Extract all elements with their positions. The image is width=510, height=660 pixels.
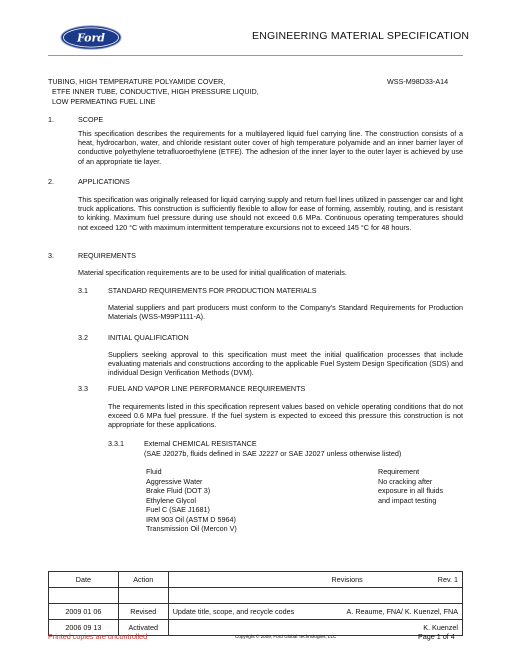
- revision-table-header: [49, 572, 463, 588]
- section-1-text: This specification describes the requirements for a multilayered liquid fuel carrying line. The construction consists of a heat, hydrocarbon, water, and chloride resistant outer cover of high temperature polyamide and an inner barrier layer of conductive polyethylene tetrafluoroethylene (ETFE). The adhesion of the inner layer to the outer layer is achieved by use of an appropriate tie layer.: [78, 129, 463, 166]
- list-item: Ethylene Glycol: [146, 495, 196, 505]
- column-header-action: Action: [118, 572, 168, 588]
- revision-description-cell: [168, 604, 462, 620]
- section-3-2-number: 3.2: [78, 333, 88, 342]
- revision-number: Rev. 1: [437, 575, 458, 584]
- page-number: Page 1 of 4: [418, 632, 455, 641]
- section-1-heading: SCOPE: [78, 115, 104, 124]
- copyright-notice: Copyright © 2009, Ford Global Technologies, LLC: [235, 634, 337, 639]
- section-3-1-number: 3.1: [78, 286, 88, 295]
- section-3-3-1-subheading: (SAE J2027b, fluids defined in SAE J2227 or SAE J2027 unless otherwise listed): [144, 449, 402, 458]
- column-header-revisions: [168, 572, 462, 588]
- list-item: Transmission Oil (Mercon V): [146, 524, 237, 534]
- section-3-3-heading: FUEL AND VAPOR LINE PERFORMANCE REQUIREMENTS: [108, 384, 306, 393]
- revision-action: Revised: [118, 604, 168, 620]
- list-item: Brake Fluid (DOT 3): [146, 486, 211, 496]
- ford-logo-text: Ford: [76, 31, 106, 45]
- requirement-line: exposure in all fluids: [378, 486, 444, 496]
- section-3-3-text: The requirements listed in this specification represent values based on vehicle operating conditions that do not exceed 0.6 MPa fuel pressure. If the fuel system is expected to exceed this pressure this construction is not appropriate for these applications.: [108, 402, 463, 430]
- table-row: [49, 604, 463, 620]
- revision-action: Activated: [118, 620, 168, 636]
- requirement-line: and impact testing: [378, 495, 437, 505]
- section-1-number: 1.: [48, 115, 54, 124]
- spec-title-line-3: LOW PERMEATING FUEL LINE: [52, 97, 156, 106]
- spec-title-line-2: ETFE INNER TUBE, CONDUCTIVE, HIGH PRESSURE LIQUID,: [52, 87, 259, 96]
- section-3-3-number: 3.3: [78, 384, 88, 393]
- document-title: ENGINEERING MATERIAL SPECIFICATION: [252, 30, 470, 42]
- spec-number: WSS-M98D33-A14: [387, 77, 449, 86]
- revision-description: Update title, scope, and recycle codes: [172, 607, 295, 616]
- section-3-number: 3.: [48, 251, 54, 260]
- section-3-1-text: Material suppliers and part producers must conform to the Company's Standard Requirements for Production Materials (WSS-M99P1111-A).: [108, 303, 463, 322]
- revision-author: K. Kuenzel: [423, 623, 458, 632]
- list-item: Fuel C (SAE J1681): [146, 505, 210, 515]
- header-divider: [48, 55, 463, 56]
- requirement-column-header: Requirement: [378, 467, 420, 476]
- requirement-text: [378, 477, 443, 505]
- revisions-label: Revisions: [331, 575, 363, 584]
- section-3-2-heading: INITIAL QUALIFICATION: [108, 333, 189, 342]
- fluid-list: [146, 477, 237, 533]
- section-3-text: Material specification requirements are to be used for initial qualification of materials.: [78, 268, 347, 277]
- table-row-spacer: [49, 588, 463, 604]
- section-2-text: This specification was originally released for liquid carrying supply and return fuel lines utilized in passenger car and light truck applications. This construction is sufficiently flexible to allow for ease of forming, assembly, routing, and is resistant to kinking. Maximum fuel pressure during use should not exceed 0.6 MPa. Continuous operating temperatures should not exceed 120 °C with maximum intermittent temperature excursions not to exceed 145 °C for 48 hours.: [78, 195, 463, 232]
- requirement-line: No cracking after: [378, 477, 433, 486]
- section-3-3-1-heading: External CHEMICAL RESISTANCE: [144, 439, 257, 448]
- section-2-heading: APPLICATIONS: [78, 177, 130, 186]
- column-header-date: Date: [49, 572, 119, 588]
- section-2-number: 2.: [48, 177, 54, 186]
- revision-table: [48, 571, 463, 636]
- revision-date: 2009 01 06: [49, 604, 119, 620]
- ford-logo: [60, 25, 122, 50]
- spec-title-line-1: TUBING, HIGH TEMPERATURE POLYAMIDE COVER,: [48, 77, 226, 86]
- section-3-heading: REQUIREMENTS: [78, 251, 136, 260]
- section-3-2-text: Suppliers seeking approval to this specification must meet the initial qualification processes that include evaluating materials and constructions according to the applicable Fuel System Design Specification (SDS) and individual Design Verification Methods (DVM).: [108, 350, 463, 378]
- uncontrolled-copy-notice: Printed copies are uncontrolled: [48, 632, 148, 641]
- fluid-column-header: Fluid: [146, 467, 162, 476]
- list-item: IRM 903 Oil (ASTM D 5964): [146, 514, 236, 524]
- spec-title: [48, 77, 259, 107]
- revision-author: A. Reaume, FNA/ K. Kuenzel, FNA: [346, 607, 458, 616]
- section-3-3-1-number: 3.3.1: [108, 439, 124, 448]
- section-3-1-heading: STANDARD REQUIREMENTS FOR PRODUCTION MATERIALS: [108, 286, 317, 295]
- list-item: Aggressive Water: [146, 477, 203, 486]
- revision-date: 2006 09 13: [49, 620, 119, 636]
